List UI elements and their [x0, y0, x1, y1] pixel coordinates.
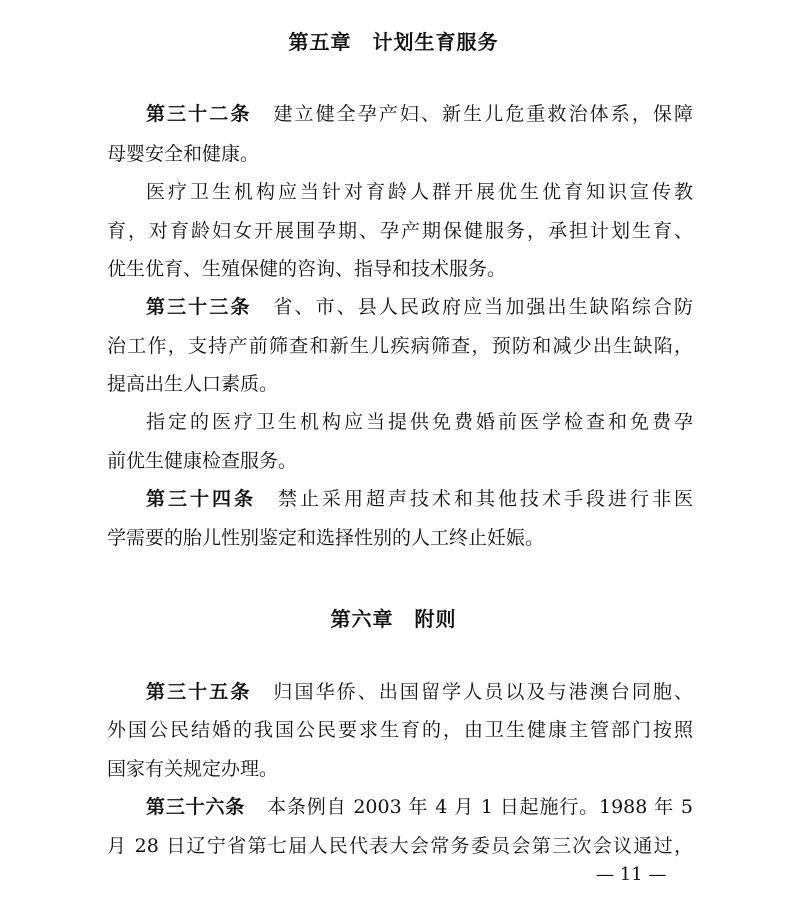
article-32-line-1 [146, 102, 693, 126]
article-33-line-2: 治工作，支持产前筛查和新生儿疾病筛查，预防和减少出生缺陷， [107, 335, 693, 357]
article-33-line-3: 提高出生人口素质。 [107, 373, 279, 395]
article-36-line-1 [146, 795, 693, 819]
article-33-text-1: 省、市、县人民政府应当加强出生缺陷综合防 [273, 296, 693, 318]
article-32-para2-line-1: 医疗卫生机构应当针对育龄人群开展优生优育知识宣传教 [146, 181, 693, 203]
article-32-line-2: 母婴安全和健康。 [107, 143, 260, 165]
article-36-line-2: 月 28 日辽宁省第七届人民代表大会常务委员会第三次会议通过， [107, 835, 693, 857]
article-34-label: 第三十四条 [146, 488, 256, 510]
chapter-six-title: 第六章 附则 [330, 607, 457, 631]
article-32-text-1: 建立健全孕产妇、新生儿危重救治体系，保障 [273, 103, 693, 125]
article-35-line-3: 国家有关规定办理。 [107, 758, 279, 780]
article-33-label: 第三十三条 [146, 296, 252, 318]
article-34-line-2: 学需要的胎儿性别鉴定和选择性别的人工终止妊娠。 [107, 527, 545, 549]
article-35-line-2: 外国公民结婚的我国公民要求生育的，由卫生健康主管部门按照 [107, 719, 693, 741]
article-32-para2-line-2: 育，对育龄妇女开展围孕期、孕产期保健服务，承担计划生育、 [107, 220, 693, 242]
article-32-label: 第三十二条 [146, 103, 252, 125]
article-36-text-1: 本条例自 2003 年 4 月 1 日起施行。1988 年 5 [267, 796, 693, 818]
article-34-text-1: 禁止采用超声技术和其他技术手段进行非医 [278, 488, 693, 510]
article-32-para2-line-3: 优生优育、生殖保健的咨询、指导和技术服务。 [107, 258, 507, 280]
chapter-five-title: 第五章 计划生育服务 [288, 30, 499, 54]
page-number: — 11 — [596, 864, 667, 885]
article-34-line-1 [146, 487, 693, 511]
article-33-line-1 [146, 295, 693, 319]
article-35-line-1 [146, 680, 693, 704]
article-33-para2-line-1: 指定的医疗卫生机构应当提供免费婚前医学检查和免费孕 [146, 411, 693, 433]
article-33-para2-line-2: 前优生健康检查服务。 [107, 450, 298, 472]
article-36-label: 第三十六条 [146, 796, 246, 818]
article-35-label: 第三十五条 [146, 681, 252, 703]
article-35-text-1: 归国华侨、出国留学人员以及与港澳台同胞、 [273, 681, 693, 703]
